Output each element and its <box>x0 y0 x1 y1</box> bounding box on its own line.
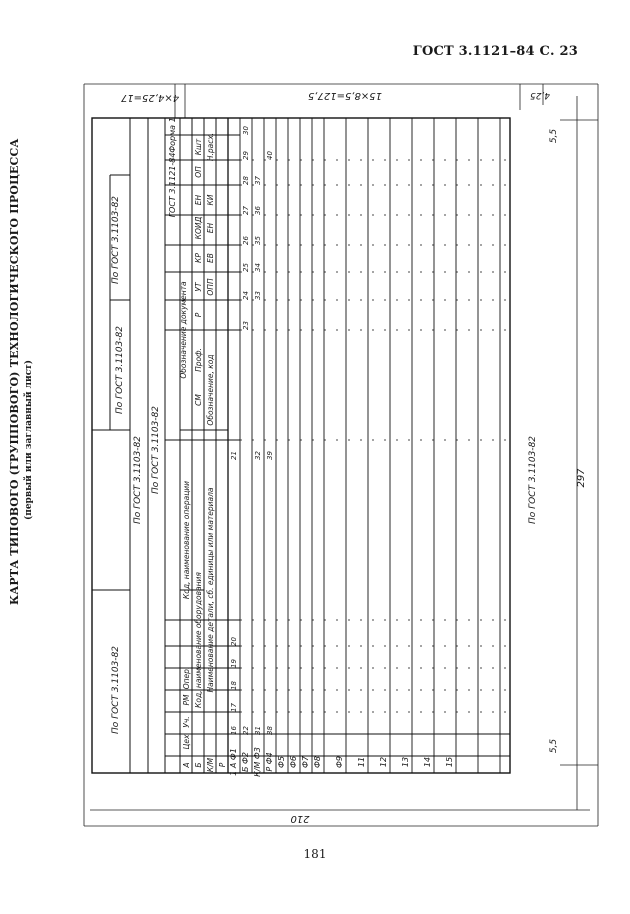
row-km-ev: ЕВ <box>206 253 215 263</box>
row-label: 1 А Ф1 <box>229 748 238 776</box>
field-number: 16 <box>230 726 238 735</box>
row-b-prof: Проф. <box>194 348 203 372</box>
row-km-ki: КИ <box>206 194 215 206</box>
ref-label-6: По ГОСТ 3.1103-82 <box>528 435 538 525</box>
row-b-op: ОП <box>194 166 203 178</box>
row-km-en: ЕН <box>206 222 215 234</box>
row-b-r: Р <box>194 312 203 318</box>
field-number: 22 <box>242 726 250 735</box>
row-label: 11 <box>357 756 366 768</box>
field-number: 33 <box>254 291 262 300</box>
field-number: 35 <box>254 236 262 245</box>
ref-label-2: По ГОСТ 3.1103-82 <box>115 325 125 415</box>
field-number: 29 <box>242 151 250 160</box>
row-label: Ф7 <box>301 756 310 768</box>
field-number: 26 <box>242 236 250 245</box>
field-number: 18 <box>230 681 238 690</box>
row-km-letter: К/М <box>206 757 215 773</box>
field-number: 30 <box>242 126 250 135</box>
title-main: КАРТА ТИПОВОГО (ГРУППОВОГО) ТЕХНОЛОГИЧЕСКОГО ПРОЦЕССА <box>8 138 21 605</box>
row-km-name: Наименование детали, сб. единицы или материала <box>206 487 215 693</box>
doc-title: Обозначение документа <box>179 281 188 379</box>
row-a-oper: Опер. <box>182 666 191 690</box>
dim-right-bottom: 5,5 <box>549 738 559 754</box>
field-number: 36 <box>254 206 262 215</box>
standard-header: ГОСТ 3.1121–84 С. 23 <box>412 44 578 59</box>
row-label: 12 <box>379 756 388 768</box>
field-number: 39 <box>266 451 274 460</box>
row-label: 13 <box>401 756 410 768</box>
dim-height: 297 <box>576 468 587 488</box>
page-number: 181 <box>303 847 327 861</box>
field-number: 19 <box>230 659 238 668</box>
field-number: 28 <box>242 176 250 185</box>
field-number: 21 <box>230 451 238 460</box>
row-label: Ф9 <box>335 756 344 768</box>
row-b-equip: Код, наименование оборудования <box>194 572 203 708</box>
ref-label-3: По ГОСТ 3.1103-82 <box>133 435 143 525</box>
dim-width: 210 <box>290 813 310 824</box>
title-sub: (первый или заглавный лист) <box>24 359 34 521</box>
row-a-uch: Уч. <box>182 716 191 728</box>
row-b-koid: КОИД <box>194 216 203 240</box>
row-km-opp: ОПП <box>206 278 215 296</box>
row-label: 14 <box>423 756 432 768</box>
row-b-en: ЕН <box>194 194 203 206</box>
field-number: 40 <box>266 151 274 160</box>
row-b-sm: СМ <box>194 394 203 406</box>
row-label: Ф6 <box>289 756 298 768</box>
row-a-opname: Код, наименование операции <box>182 480 191 600</box>
field-number: 27 <box>242 206 250 215</box>
row-a-ceh: Цех <box>182 734 191 750</box>
field-number: 20 <box>230 637 238 646</box>
row-b-ksht: Кшт <box>194 138 203 156</box>
row-b-ut: УТ <box>194 282 203 292</box>
row-label: Б Ф2 <box>241 751 250 773</box>
row-label: Р Ф4 <box>265 752 274 772</box>
ref-label-4: По ГОСТ 3.1103-82 <box>151 405 161 495</box>
row-a-letter: А <box>182 762 191 768</box>
row-label: 15 <box>445 756 454 768</box>
dim-top-left: 4×4,25=17 <box>120 92 180 103</box>
row-p-letter: Р <box>218 762 227 768</box>
row-km-nrash: Н.расх. <box>206 132 215 162</box>
field-number: 32 <box>254 451 262 460</box>
field-number: 31 <box>254 726 262 735</box>
row-label: К/М Ф3 <box>253 747 262 777</box>
row-label: Ф5 <box>277 756 286 768</box>
form-number: Форма 1 <box>168 117 177 153</box>
field-number: 24 <box>242 291 250 300</box>
field-number: 17 <box>230 703 238 712</box>
row-b-kr: КР <box>194 253 203 263</box>
row-b-letter: Б <box>194 762 203 768</box>
row-a-rm: РМ <box>182 694 191 706</box>
field-number: 23 <box>242 321 250 330</box>
field-number: 38 <box>266 726 274 735</box>
ref-label-5: По ГОСТ 3.1103-82 <box>111 195 121 285</box>
field-number: 25 <box>242 263 250 272</box>
form-gost: ГОСТ 3.1121-84 <box>168 152 177 218</box>
dim-right-top: 5,5 <box>549 128 559 144</box>
dim-top-mid: 15×8,5=127,5 <box>307 90 383 101</box>
dim-top-right: 4,25 <box>529 90 551 100</box>
row-km-code: Обозначение, код <box>206 354 215 426</box>
field-number: 34 <box>254 263 262 272</box>
row-label: Ф8 <box>313 756 322 768</box>
ref-label-1: По ГОСТ 3.1103-82 <box>111 645 121 735</box>
field-number: 37 <box>254 176 262 185</box>
